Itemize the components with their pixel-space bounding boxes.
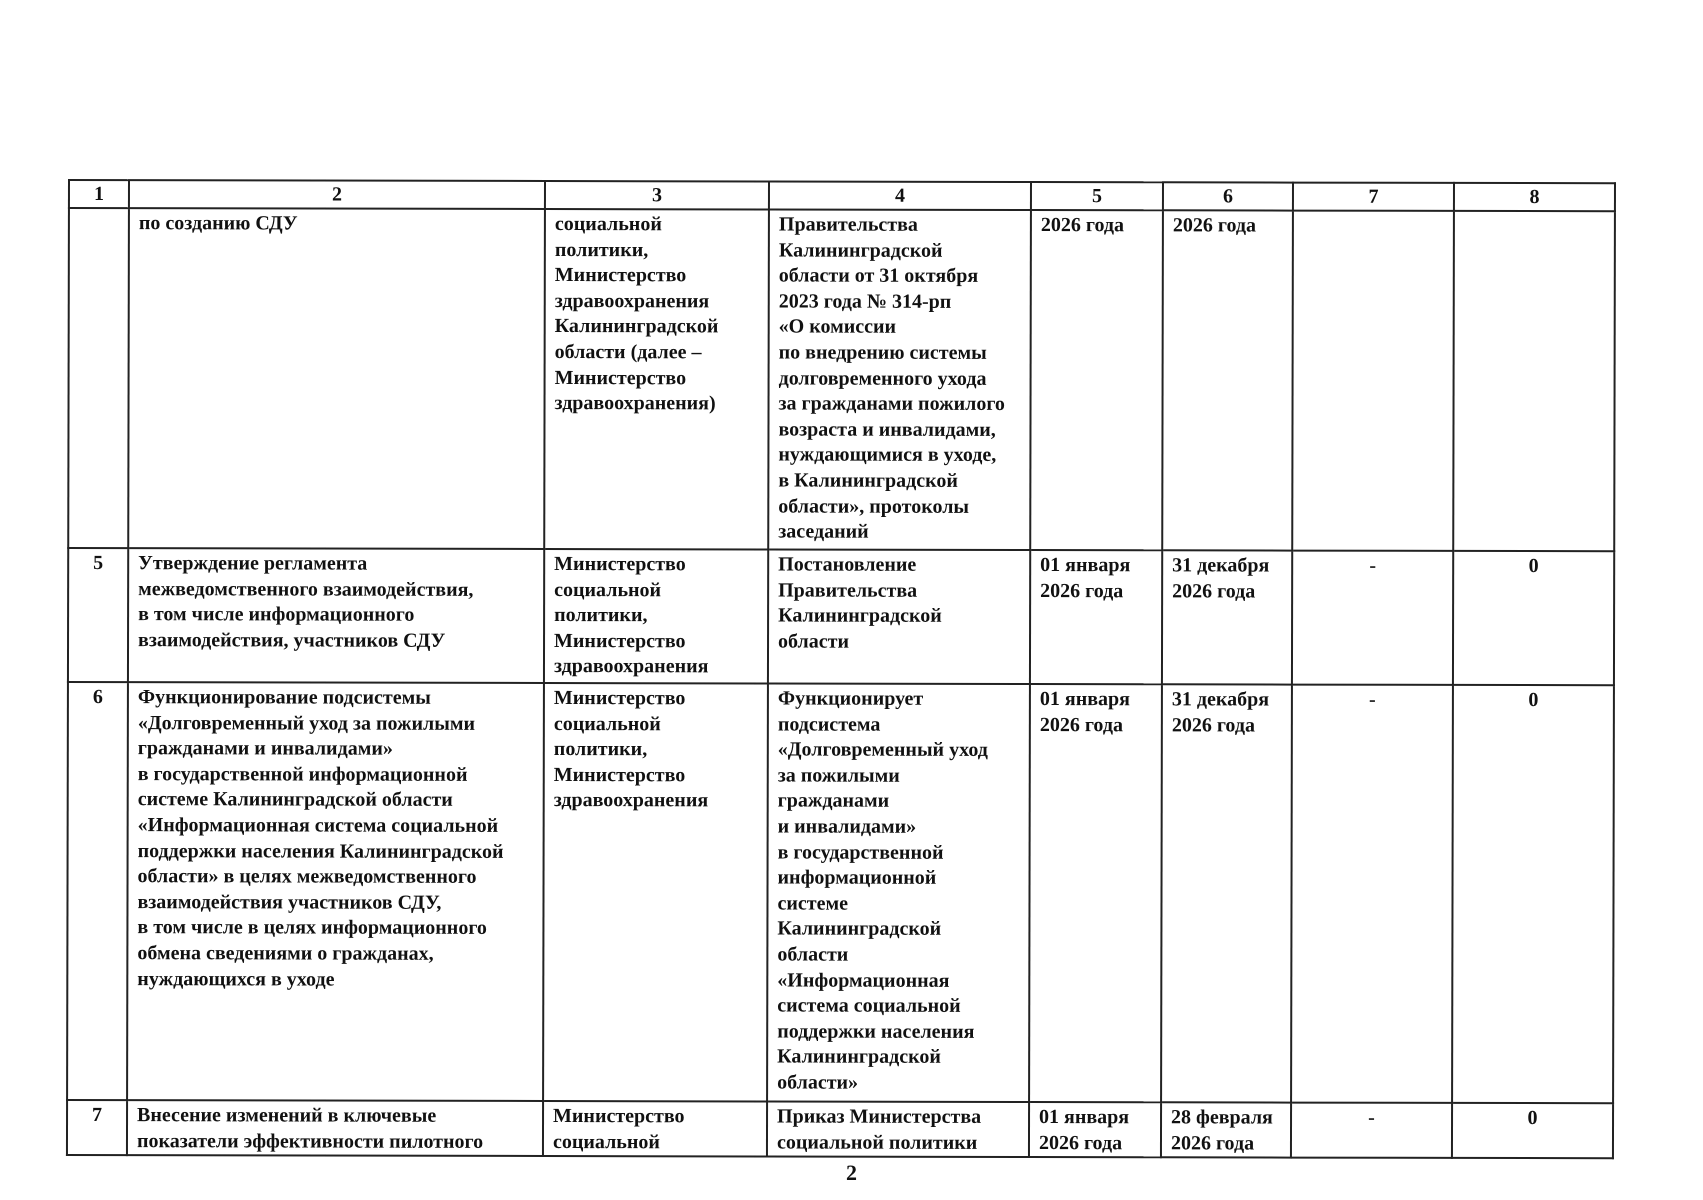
expected-result: Постановление Правительства Калининградской области <box>768 549 1030 684</box>
expected-result: Функционирует подсистема «Долговременный уход за пожилыми гражданами и инвалидами» в государственной информационной системе Калининградской области «Информационная система социальной поддержки населения Калининградской области» <box>767 683 1030 1102</box>
column-8-value: 0 <box>1452 685 1614 1103</box>
end-date: 2026 года <box>1162 210 1293 550</box>
column-8-value: 0 <box>1452 1103 1613 1159</box>
table-header-row <box>69 180 1615 211</box>
row-number: 5 <box>68 548 128 682</box>
table-row <box>67 1100 1613 1158</box>
header-cell-1: 1 <box>69 180 129 208</box>
row-number: 7 <box>67 1100 127 1155</box>
measure-name: Функционирование подсистемы «Долговременный уход за пожилыми гражданами и инвалидами» в государственной информационной системе Калининградской области «Информационная система социальной поддержки населения Калининградской области» в целях межведомственного взаимодействия участников СДУ, в том числе в целях информационного обмена сведениями о гражданах, нуждающихся в уходе <box>127 682 544 1101</box>
column-8-value <box>1453 211 1615 551</box>
measure-name: Утверждение регламента межведомственного взаимодействия, в том числе информационного взаимодействия, участников СДУ <box>128 548 544 683</box>
header-cell-6: 6 <box>1163 182 1293 210</box>
column-8-value: 0 <box>1453 551 1614 685</box>
measure-name: по созданию СДУ <box>128 208 545 549</box>
start-date: 01 января 2026 года <box>1030 550 1162 684</box>
responsible-executor: социальной политики, Министерство здравоохранения Калининградской области (далее – Министерство здравоохранения) <box>544 209 769 549</box>
expected-result: Правительства Калининградской области от 31 октября 2023 года № 314-рп «О комиссии по внедрению системы долговременного ухода за гражданами пожилого возраста и инвалидами, нуждающимися в уходе, в Калининградской области», протоколы заседаний <box>768 209 1031 550</box>
header-cell-7: 7 <box>1293 183 1454 211</box>
end-date: 31 декабря 2026 года <box>1162 550 1292 684</box>
page-number: 2 <box>846 1160 857 1185</box>
header-cell-2: 2 <box>129 180 545 209</box>
responsible-executor: Министерство социальной <box>543 1101 767 1157</box>
header-cell-4: 4 <box>769 181 1031 210</box>
header-cell-8: 8 <box>1454 183 1615 211</box>
measure-name: Внесение изменений в ключевые показатели эффективности пилотного <box>127 1100 543 1156</box>
plan-table <box>66 179 1616 1159</box>
row-number: 6 <box>67 682 128 1100</box>
responsible-executor: Министерство социальной политики, Министерство здравоохранения <box>544 549 768 683</box>
column-7-value: - <box>1291 1103 1452 1159</box>
expected-result: Приказ Министерства социальной политики <box>767 1101 1029 1157</box>
row-number <box>68 208 129 548</box>
column-7-value <box>1292 211 1454 551</box>
table-row <box>67 682 1614 1103</box>
column-7-value: - <box>1291 685 1453 1103</box>
start-date: 01 января 2026 года <box>1029 684 1162 1102</box>
table-row <box>68 548 1614 685</box>
responsible-executor: Министерство социальной политики, Министерство здравоохранения <box>543 683 768 1101</box>
end-date: 31 декабря 2026 года <box>1161 684 1292 1102</box>
table-row <box>68 208 1615 551</box>
column-7-value: - <box>1292 551 1453 685</box>
header-cell-3: 3 <box>545 181 769 209</box>
start-date: 2026 года <box>1030 210 1163 550</box>
start-date: 01 января 2026 года <box>1029 1102 1161 1157</box>
header-cell-5: 5 <box>1031 182 1163 210</box>
end-date: 28 февраля 2026 года <box>1161 1102 1291 1157</box>
